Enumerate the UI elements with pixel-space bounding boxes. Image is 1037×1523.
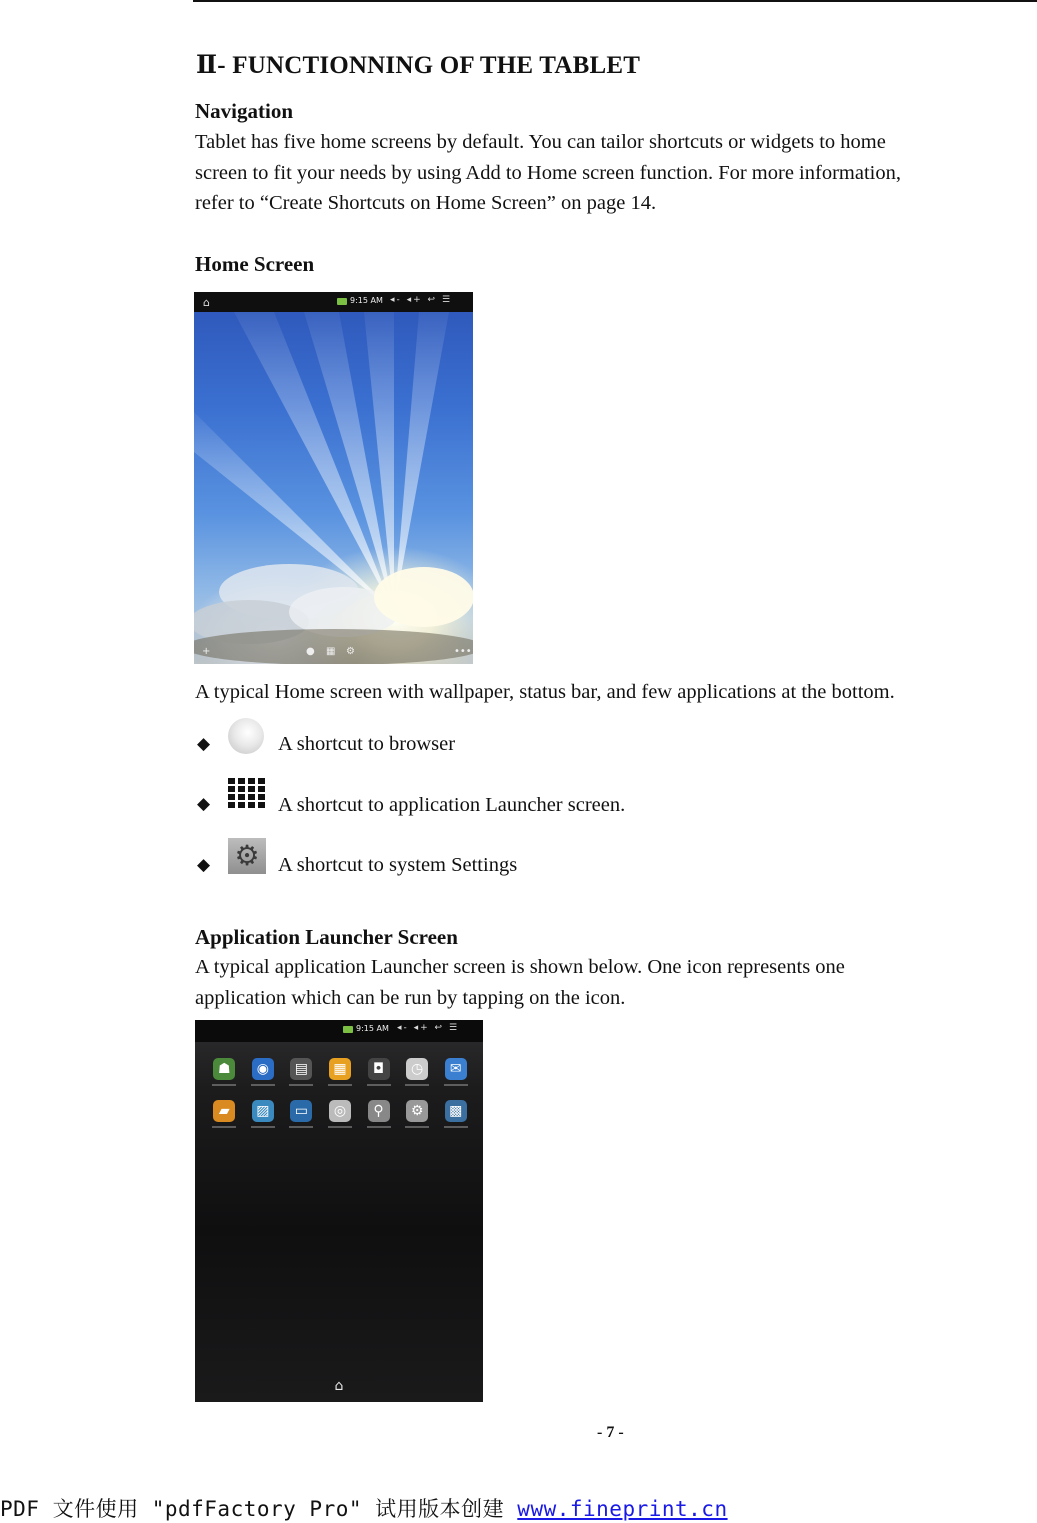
bullet-2-symbol: ◆ — [197, 794, 211, 814]
dock-browser-icon[interactable]: ● — [306, 646, 315, 657]
launcher-app[interactable] — [282, 1100, 321, 1128]
app-label-blur — [251, 1126, 275, 1128]
camera-icon: ◘ — [368, 1058, 390, 1080]
sun-rays — [194, 292, 473, 664]
search-icon: ⚲ — [368, 1100, 390, 1122]
launcher-status-bar — [195, 1020, 483, 1042]
app-label-blur — [212, 1084, 236, 1086]
pdf-footer — [0, 1493, 728, 1523]
app-grid — [205, 1058, 475, 1128]
plus-icon: + — [202, 646, 211, 657]
settings-gear-icon: ⚙ — [228, 838, 266, 876]
launcher-line-2: application which can be run by tapping on the icon. — [195, 986, 626, 1009]
launcher-line-1: A typical application Launcher screen is shown below. One icon represents one — [195, 956, 845, 978]
navigation-line-3-post: on page 14. — [555, 192, 657, 214]
top-rule — [193, 0, 1037, 2]
launcher-heading: Application Launcher Screen — [195, 925, 458, 949]
navigation-line-1: Tablet has five home screens by default. You can tailor shortcuts or widgets to home — [195, 131, 886, 153]
dock-settings-icon[interactable]: ⚙ — [346, 646, 355, 657]
launcher-app[interactable] — [359, 1100, 398, 1128]
app-label-blur — [405, 1126, 429, 1128]
home-screen-caption: A typical Home screen with wallpaper, status bar, and few applications at the bottom. — [195, 681, 895, 703]
launcher-app[interactable] — [359, 1058, 398, 1086]
browser-icon — [228, 718, 266, 756]
page-number: - 7 - — [597, 1424, 624, 1441]
android-icon: ☗ — [213, 1058, 235, 1080]
volume-icons: ◂- ◂+ ↩ ☰ — [390, 295, 453, 305]
music-icon: ◎ — [329, 1100, 351, 1122]
launcher-battery-icon — [343, 1026, 353, 1033]
home-dock — [194, 642, 473, 664]
status-time: 9:15 AM — [350, 296, 383, 305]
navigation-paragraph — [195, 127, 1015, 219]
navigation-line-3 — [195, 188, 1015, 219]
section-title: Ⅱ- FUNCTIONNING OF THE TABLET — [196, 52, 641, 79]
launcher-app[interactable] — [398, 1058, 437, 1086]
launcher-app[interactable] — [321, 1100, 360, 1128]
launcher-app[interactable] — [282, 1058, 321, 1086]
email-icon: ✉ — [445, 1058, 467, 1080]
navigation-heading: Navigation — [195, 99, 294, 123]
launcher-volume-icons: ◂- ◂+ ↩ ☰ — [397, 1023, 460, 1033]
home-screen-screenshot — [194, 292, 473, 664]
bullet-1-symbol: ◆ — [197, 734, 211, 754]
launcher-paragraph — [195, 952, 1015, 1013]
more-icon: ••• — [454, 646, 472, 657]
bullet-2-text: A shortcut to application Launcher screen. — [278, 794, 626, 816]
settings-icon: ⚙ — [406, 1100, 428, 1122]
globe-icon: ◉ — [252, 1058, 274, 1080]
launcher-app[interactable] — [436, 1058, 475, 1086]
launcher-home-icon[interactable]: ⌂ — [334, 1378, 344, 1394]
navigation-line-2: screen to fit your needs by using Add to Home screen function. For more information, — [195, 161, 901, 184]
battery-icon — [337, 298, 347, 305]
bullet-3-text: A shortcut to system Settings — [278, 854, 518, 876]
file-manager-icon: ▰ — [213, 1100, 235, 1122]
app-label-blur — [444, 1084, 468, 1086]
gallery-icon: ▨ — [252, 1100, 274, 1122]
app-label-blur — [289, 1084, 313, 1086]
calculator-icon: ▤ — [290, 1058, 312, 1080]
app-label-blur — [367, 1084, 391, 1086]
app-label-blur — [367, 1126, 391, 1128]
app-label-blur — [212, 1126, 236, 1128]
launcher-app[interactable] — [244, 1058, 283, 1086]
launcher-app[interactable] — [205, 1058, 244, 1086]
footer-text: PDF 文件使用 "pdfFactory Pro" 试用版本创建 — [0, 1497, 518, 1521]
status-bar — [194, 292, 473, 312]
app-label-blur — [328, 1084, 352, 1086]
launcher-app[interactable] — [244, 1100, 283, 1128]
dock-launcher-icon[interactable]: ▦ — [326, 646, 336, 657]
launcher-status-time: 9:15 AM — [356, 1024, 389, 1033]
app-grid-icon — [228, 776, 266, 814]
app-label-blur — [251, 1084, 275, 1086]
launcher-app[interactable] — [205, 1100, 244, 1128]
app-label-blur — [289, 1126, 313, 1128]
clock-icon: ◷ — [406, 1058, 428, 1080]
launcher-app[interactable] — [398, 1100, 437, 1128]
bullet-3-symbol: ◆ — [197, 855, 211, 875]
navigation-line-3-quote: “Create Shortcuts on Home Screen” — [259, 192, 556, 214]
launcher-screenshot — [195, 1020, 483, 1402]
monitor-icon: ▭ — [290, 1100, 312, 1122]
home-screen-heading: Home Screen — [195, 252, 315, 276]
app-label-blur — [328, 1126, 352, 1128]
footer-link[interactable]: www.fineprint.cn — [517, 1497, 728, 1521]
home-icon: ⌂ — [203, 296, 210, 309]
app-label-blur — [444, 1126, 468, 1128]
app-label-blur — [405, 1084, 429, 1086]
launcher-app[interactable] — [436, 1100, 475, 1128]
bullet-1-text: A shortcut to browser — [278, 733, 456, 755]
navigation-line-3-pre: refer to — [195, 192, 260, 214]
calendar-icon: ▦ — [329, 1058, 351, 1080]
launcher-app[interactable] — [321, 1058, 360, 1086]
video-icon: ▩ — [445, 1100, 467, 1122]
